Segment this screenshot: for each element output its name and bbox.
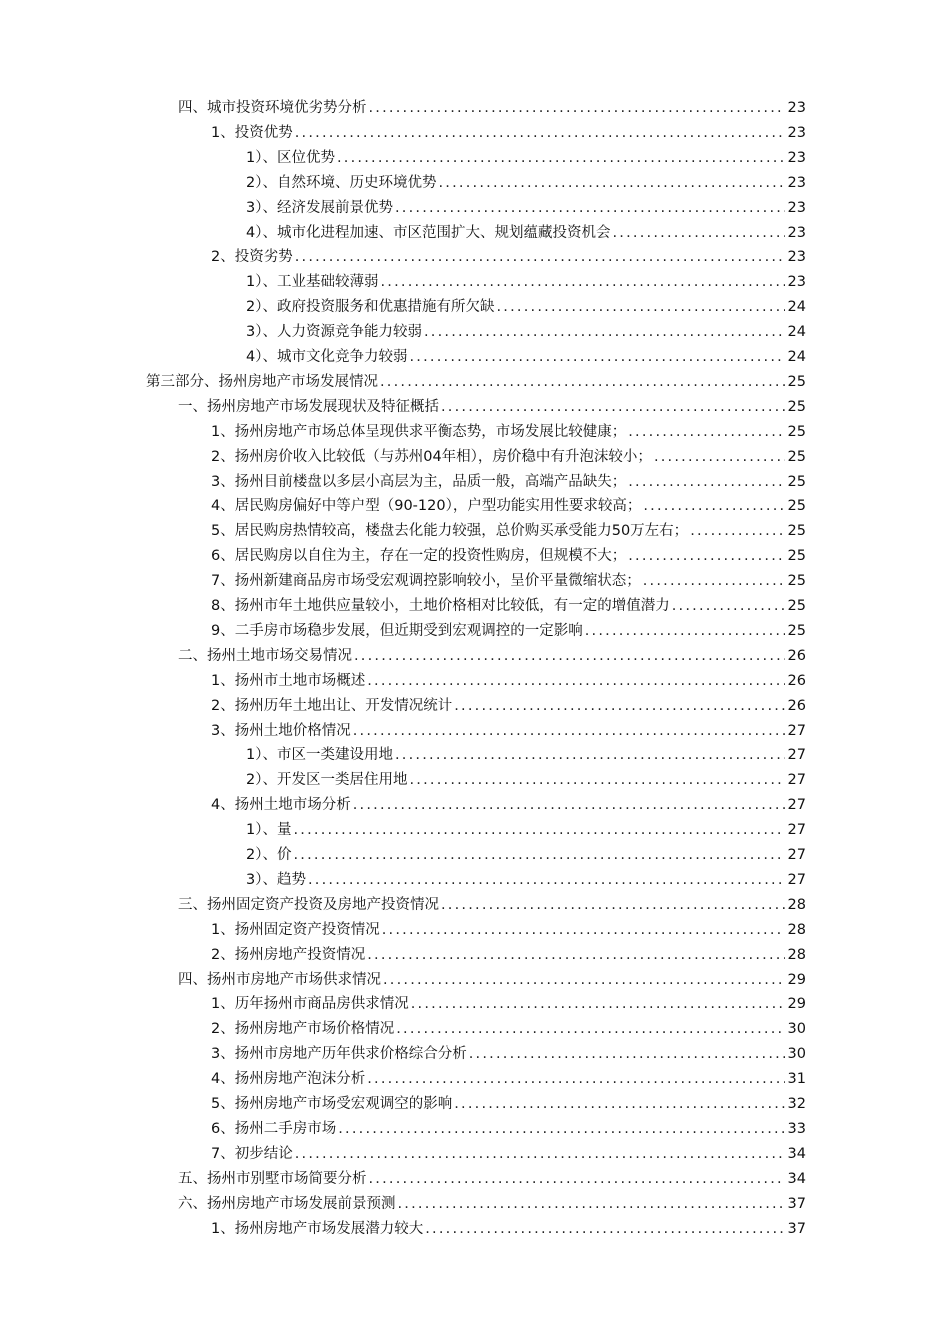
toc-entry-label: 三、扬州固定资产投资及房地产投资情况	[178, 897, 439, 913]
toc-dot-leader	[425, 1217, 784, 1241]
toc-entry-page-number: 23	[787, 225, 806, 241]
toc-entry[interactable]	[211, 943, 806, 967]
toc-entry-label: 7、扬州新建商品房市场受宏观调控影响较小，呈价平量微缩状态；	[211, 573, 641, 589]
toc-entry-label: 3、扬州目前楼盘以多层小高层为主，品质一般，高端产品缺失；	[211, 474, 627, 490]
toc-entry[interactable]	[246, 196, 806, 220]
toc-dot-leader	[454, 694, 784, 718]
toc-entry-page-number: 26	[787, 673, 806, 689]
toc-entry-label: 1）、市区一类建设用地	[246, 747, 393, 763]
toc-entry-page-number: 28	[787, 922, 806, 938]
toc-dot-leader	[295, 121, 785, 145]
toc-entry[interactable]	[246, 768, 806, 792]
toc-dot-leader	[295, 1142, 785, 1166]
toc-entry-label: 4、扬州房地产泡沫分析	[211, 1071, 366, 1087]
toc-entry-page-number: 27	[787, 872, 806, 888]
toc-dot-leader	[643, 494, 784, 518]
toc-entry[interactable]	[246, 345, 806, 369]
toc-entry-label: 五、扬州市别墅市场简要分析	[178, 1171, 367, 1187]
toc-entry-label: 8、扬州市年土地供应量较小，土地价格相对比较低，有一定的增值潜力	[211, 598, 670, 614]
toc-entry-page-number: 23	[787, 249, 806, 265]
toc-entry[interactable]	[211, 1067, 806, 1091]
toc-entry-label: 四、城市投资环境优劣势分析	[178, 100, 367, 116]
toc-entry[interactable]	[211, 544, 806, 568]
toc-entry-label: 4、扬州土地市场分析	[211, 797, 351, 813]
toc-entry-page-number: 25	[787, 523, 806, 539]
toc-entry[interactable]	[246, 868, 806, 892]
toc-entry-label: 2、扬州房地产投资情况	[211, 947, 366, 963]
toc-entry-page-number: 30	[787, 1046, 806, 1062]
toc-entry-label: 2、投资劣势	[211, 249, 293, 265]
toc-entry[interactable]	[211, 1117, 806, 1141]
toc-entry[interactable]	[178, 1167, 806, 1191]
toc-dot-leader	[383, 968, 785, 992]
toc-entry-label: 5、扬州房地产市场受宏观调空的影响	[211, 1096, 453, 1112]
toc-entry-label: 7、初步结论	[211, 1146, 293, 1162]
toc-dot-leader	[293, 818, 784, 842]
toc-entry-page-number: 30	[787, 1021, 806, 1037]
toc-entry[interactable]	[211, 619, 806, 643]
toc-dot-leader	[409, 345, 784, 369]
toc-entry-page-number: 27	[787, 723, 806, 739]
toc-dot-leader	[643, 569, 785, 593]
toc-dot-leader	[367, 943, 784, 967]
toc-entry-page-number: 27	[787, 747, 806, 763]
toc-entry-page-number: 26	[787, 648, 806, 664]
toc-entry[interactable]	[246, 221, 806, 245]
toc-entry-label: 1）、区位优势	[246, 150, 335, 166]
toc-entry-label: 3、扬州市房地产历年供求价格综合分析	[211, 1046, 467, 1062]
toc-dot-leader	[338, 1117, 784, 1141]
toc-dot-leader	[380, 370, 785, 394]
toc-dot-leader	[424, 320, 785, 344]
toc-entry-page-number: 26	[787, 698, 806, 714]
toc-entry-label: 一、扬州房地产市场发展现状及特征概括	[178, 399, 439, 415]
toc-dot-leader	[354, 644, 785, 668]
toc-entry[interactable]	[211, 519, 806, 543]
toc-entry-page-number: 23	[787, 125, 806, 141]
toc-entry[interactable]	[211, 1142, 806, 1166]
toc-dot-leader	[612, 221, 784, 245]
toc-entry-page-number: 33	[787, 1121, 806, 1137]
toc-dot-leader	[395, 196, 785, 220]
toc-dot-leader	[628, 544, 784, 568]
toc-entry-page-number: 25	[787, 498, 806, 514]
toc-entry[interactable]	[211, 669, 806, 693]
toc-dot-leader	[395, 743, 785, 767]
toc-entry[interactable]	[211, 1042, 806, 1066]
toc-entry-page-number: 25	[787, 399, 806, 415]
toc-entry-page-number: 23	[787, 100, 806, 116]
toc-entry[interactable]	[178, 1192, 806, 1216]
toc-dot-leader	[469, 1042, 785, 1066]
toc-dot-leader	[396, 1017, 784, 1041]
toc-entry[interactable]	[211, 121, 806, 145]
toc-entry[interactable]	[246, 295, 806, 319]
toc-entry-label: 1）、工业基础较薄弱	[246, 274, 379, 290]
toc-entry[interactable]	[211, 245, 806, 269]
toc-entry-page-number: 25	[787, 374, 806, 390]
toc-entry-label: 3、扬州土地价格情况	[211, 723, 351, 739]
toc-entry[interactable]	[246, 320, 806, 344]
toc-entry[interactable]	[246, 270, 806, 294]
toc-dot-leader	[369, 1167, 785, 1191]
toc-entry-page-number: 25	[787, 623, 806, 639]
toc-entry[interactable]	[211, 420, 806, 444]
toc-entry[interactable]	[211, 992, 806, 1016]
toc-entry-page-number: 34	[787, 1171, 806, 1187]
toc-dot-leader	[496, 295, 784, 319]
toc-entry-label: 四、扬州市房地产市场供求情况	[178, 972, 381, 988]
toc-entry-page-number: 27	[787, 822, 806, 838]
toc-dot-leader	[628, 420, 784, 444]
toc-entry-page-number: 24	[787, 324, 806, 340]
toc-entry-page-number: 25	[787, 548, 806, 564]
toc-entry-label: 6、居民购房以自住为主，存在一定的投资性购房，但规模不大；	[211, 548, 627, 564]
toc-dot-leader	[441, 395, 785, 419]
toc-entry-label: 3）、趋势	[246, 872, 306, 888]
toc-entry[interactable]	[211, 470, 806, 494]
toc-entry-page-number: 28	[787, 897, 806, 913]
toc-dot-leader	[411, 992, 785, 1016]
toc-dot-leader	[441, 893, 785, 917]
toc-entry-page-number: 29	[787, 972, 806, 988]
toc-entry-page-number: 24	[787, 299, 806, 315]
toc-entry-page-number: 29	[787, 996, 806, 1012]
toc-entry[interactable]	[178, 96, 806, 120]
toc-entry-label: 3）、经济发展前景优势	[246, 200, 393, 216]
toc-entry-label: 1、扬州房地产市场发展潜力较大	[211, 1221, 424, 1237]
toc-entry-page-number: 23	[787, 175, 806, 191]
toc-entry[interactable]	[246, 818, 806, 842]
toc-entry-label: 第三部分、扬州房地产市场发展情况	[146, 374, 378, 390]
toc-entry[interactable]	[211, 494, 806, 518]
toc-dot-leader	[398, 1192, 785, 1216]
toc-entry-page-number: 31	[787, 1071, 806, 1087]
toc-entry-label: 1、历年扬州市商品房供求情况	[211, 996, 409, 1012]
toc-entry-page-number: 27	[787, 772, 806, 788]
toc-entry[interactable]	[211, 1092, 806, 1116]
toc-dot-leader	[409, 768, 784, 792]
toc-entry-label: 1）、量	[246, 822, 292, 838]
toc-entry-label: 1、扬州房地产市场总体呈现供求平衡态势，市场发展比较健康；	[211, 424, 627, 440]
toc-entry-page-number: 25	[787, 573, 806, 589]
toc-entry-label: 5、居民购房热情较高，楼盘去化能力较强，总价购买承受能力50万左右；	[211, 523, 689, 539]
toc-entry-label: 4）、城市文化竞争力较弱	[246, 349, 408, 365]
toc-dot-leader	[654, 445, 785, 469]
toc-entry-label: 2、扬州历年土地出让、开发情况统计	[211, 698, 453, 714]
toc-entry-label: 2）、自然环境、历史环境优势	[246, 175, 437, 191]
toc-dot-leader	[380, 270, 784, 294]
toc-dot-leader	[585, 619, 785, 643]
toc-entry-label: 1、投资优势	[211, 125, 293, 141]
toc-entry-page-number: 23	[787, 200, 806, 216]
toc-dot-leader	[382, 918, 785, 942]
toc-entry-label: 2）、开发区一类居住用地	[246, 772, 408, 788]
toc-entry[interactable]	[211, 1017, 806, 1041]
toc-entry[interactable]	[211, 719, 806, 743]
toc-entry-label: 1、扬州市土地市场概述	[211, 673, 366, 689]
toc-dot-leader	[672, 594, 785, 618]
toc-dot-leader	[308, 868, 785, 892]
toc-dot-leader	[438, 171, 784, 195]
toc-entry[interactable]	[211, 918, 806, 942]
toc-entry[interactable]	[246, 843, 806, 867]
toc-entry-label: 4、居民购房偏好中等户型（90-120），户型功能实用性要求较高；	[211, 498, 642, 514]
toc-dot-leader	[367, 1067, 784, 1091]
toc-entry-page-number: 27	[787, 847, 806, 863]
toc-entry-label: 1、扬州固定资产投资情况	[211, 922, 380, 938]
toc-dot-leader	[369, 96, 785, 120]
toc-entry-label: 3）、人力资源竞争能力较弱	[246, 324, 422, 340]
toc-entry-page-number: 23	[787, 150, 806, 166]
toc-entry-label: 2、扬州房价收入比较低（与苏州04年相），房价稳中有升泡沫较小；	[211, 449, 652, 465]
toc-entry[interactable]	[211, 569, 806, 593]
toc-entry-label: 六、扬州房地产市场发展前景预测	[178, 1196, 396, 1212]
toc-entry[interactable]	[211, 1217, 806, 1241]
toc-entry-label: 2、扬州房地产市场价格情况	[211, 1021, 395, 1037]
toc-entry-page-number: 37	[787, 1196, 806, 1212]
toc-entry[interactable]	[246, 171, 806, 195]
toc-entry-page-number: 25	[787, 598, 806, 614]
toc-entry-label: 2）、价	[246, 847, 292, 863]
toc-dot-leader	[690, 519, 784, 543]
toc-entry-page-number: 28	[787, 947, 806, 963]
toc-dot-leader	[295, 245, 785, 269]
toc-dot-leader	[337, 146, 785, 170]
toc-entry[interactable]	[246, 146, 806, 170]
toc-entry-page-number: 32	[787, 1096, 806, 1112]
toc-entry[interactable]	[178, 644, 806, 668]
toc-entry-label: 二、扬州土地市场交易情况	[178, 648, 352, 664]
toc-dot-leader	[293, 843, 784, 867]
toc-dot-leader	[628, 470, 784, 494]
toc-entry-label: 6、扬州二手房市场	[211, 1121, 337, 1137]
toc-entry-page-number: 37	[787, 1221, 806, 1237]
toc-entry[interactable]	[178, 893, 806, 917]
toc-entry-label: 9、二手房市场稳步发展，但近期受到宏观调控的一定影响	[211, 623, 583, 639]
toc-entry-label: 2）、政府投资服务和优惠措施有所欠缺	[246, 299, 495, 315]
toc-entry[interactable]	[246, 743, 806, 767]
toc-entry[interactable]	[178, 395, 806, 419]
toc-entry-page-number: 23	[787, 274, 806, 290]
toc-entry-page-number: 25	[787, 474, 806, 490]
toc-entry-page-number: 24	[787, 349, 806, 365]
toc-entry[interactable]	[178, 968, 806, 992]
toc-entry[interactable]	[211, 793, 806, 817]
toc-dot-leader	[353, 793, 785, 817]
toc-dot-leader	[454, 1092, 784, 1116]
toc-dot-leader	[367, 669, 784, 693]
toc-entry[interactable]	[211, 694, 806, 718]
toc-entry-page-number: 27	[787, 797, 806, 813]
toc-dot-leader	[353, 719, 785, 743]
toc-entry[interactable]	[211, 445, 806, 469]
toc-entry[interactable]	[211, 594, 806, 618]
toc-entry-page-number: 34	[787, 1146, 806, 1162]
toc-entry-label: 4）、城市化进程加速、市区范围扩大、规划蕴藏投资机会	[246, 225, 611, 241]
toc-entry[interactable]	[146, 370, 806, 394]
toc-entry-page-number: 25	[787, 449, 806, 465]
toc-entry-page-number: 25	[787, 424, 806, 440]
